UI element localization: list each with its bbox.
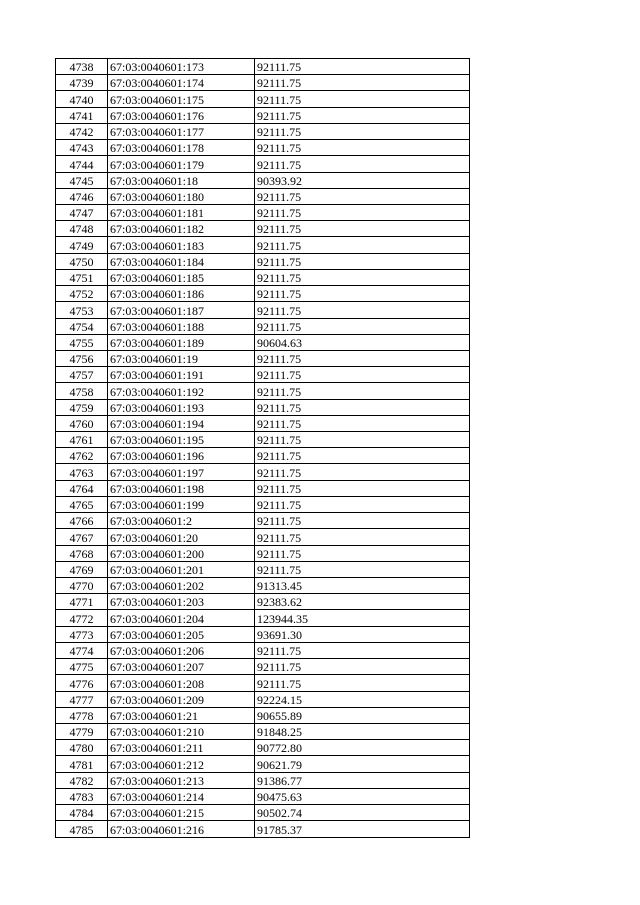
row-number-cell: 4738	[56, 59, 108, 75]
cadastral-value-cell: 92111.75	[255, 188, 470, 204]
cadastral-number-cell: 67:03:0040601:206	[108, 642, 255, 658]
table-body	[56, 59, 470, 838]
row-number-cell: 4749	[56, 237, 108, 253]
row-number-cell: 4762	[56, 448, 108, 464]
cadastral-number-cell: 67:03:0040601:2	[108, 513, 255, 529]
table-row	[56, 594, 470, 610]
table-row	[56, 496, 470, 512]
cadastral-value-cell: 92111.75	[255, 204, 470, 220]
row-number-cell: 4758	[56, 383, 108, 399]
table-row	[56, 59, 470, 75]
cadastral-number-cell: 67:03:0040601:216	[108, 821, 255, 837]
row-number-cell: 4767	[56, 529, 108, 545]
table-row	[56, 788, 470, 804]
cadastral-value-cell: 92111.75	[255, 399, 470, 415]
cadastral-value-cell: 90621.79	[255, 756, 470, 772]
cadastral-number-cell: 67:03:0040601:210	[108, 723, 255, 739]
cadastral-value-cell: 92111.75	[255, 432, 470, 448]
cadastral-number-cell: 67:03:0040601:200	[108, 545, 255, 561]
table-row	[56, 415, 470, 431]
cadastral-value-cell: 123944.35	[255, 610, 470, 626]
cadastral-value-cell: 92383.62	[255, 594, 470, 610]
cadastral-value-cell: 92111.75	[255, 156, 470, 172]
table-row	[56, 578, 470, 594]
cadastral-value-cell: 90393.92	[255, 172, 470, 188]
row-number-cell: 4741	[56, 107, 108, 123]
cadastral-number-cell: 67:03:0040601:205	[108, 626, 255, 642]
table-row	[56, 107, 470, 123]
cadastral-value-cell: 90475.63	[255, 788, 470, 804]
table-row	[56, 399, 470, 415]
cadastral-value-cell: 92111.75	[255, 253, 470, 269]
cadastral-number-cell: 67:03:0040601:195	[108, 432, 255, 448]
table-row	[56, 286, 470, 302]
row-number-cell: 4781	[56, 756, 108, 772]
row-number-cell: 4779	[56, 723, 108, 739]
table-row	[56, 545, 470, 561]
cadastral-number-cell: 67:03:0040601:215	[108, 805, 255, 821]
table-row	[56, 156, 470, 172]
cadastral-value-cell: 90604.63	[255, 334, 470, 350]
table-row	[56, 529, 470, 545]
table-row	[56, 707, 470, 723]
cadastral-value-table	[55, 58, 470, 838]
table-row	[56, 740, 470, 756]
cadastral-value-cell: 92111.75	[255, 496, 470, 512]
cadastral-number-cell: 67:03:0040601:174	[108, 75, 255, 91]
cadastral-number-cell: 67:03:0040601:181	[108, 204, 255, 220]
cadastral-number-cell: 67:03:0040601:180	[108, 188, 255, 204]
table-row	[56, 204, 470, 220]
cadastral-number-cell: 67:03:0040601:198	[108, 480, 255, 496]
table-row	[56, 123, 470, 139]
cadastral-number-cell: 67:03:0040601:188	[108, 318, 255, 334]
cadastral-number-cell: 67:03:0040601:208	[108, 675, 255, 691]
row-number-cell: 4755	[56, 334, 108, 350]
cadastral-value-cell: 92224.15	[255, 691, 470, 707]
row-number-cell: 4745	[56, 172, 108, 188]
cadastral-value-cell: 92111.75	[255, 642, 470, 658]
table-row	[56, 821, 470, 837]
table-row	[56, 464, 470, 480]
row-number-cell: 4739	[56, 75, 108, 91]
row-number-cell: 4750	[56, 253, 108, 269]
cadastral-number-cell: 67:03:0040601:18	[108, 172, 255, 188]
cadastral-value-cell: 91785.37	[255, 821, 470, 837]
row-number-cell: 4773	[56, 626, 108, 642]
cadastral-number-cell: 67:03:0040601:193	[108, 399, 255, 415]
row-number-cell: 4778	[56, 707, 108, 723]
cadastral-value-cell: 92111.75	[255, 383, 470, 399]
cadastral-number-cell: 67:03:0040601:203	[108, 594, 255, 610]
cadastral-number-cell: 67:03:0040601:194	[108, 415, 255, 431]
cadastral-value-cell: 92111.75	[255, 545, 470, 561]
cadastral-number-cell: 67:03:0040601:20	[108, 529, 255, 545]
row-number-cell: 4746	[56, 188, 108, 204]
table-row	[56, 772, 470, 788]
cadastral-number-cell: 67:03:0040601:185	[108, 269, 255, 285]
table-row	[56, 188, 470, 204]
row-number-cell: 4754	[56, 318, 108, 334]
row-number-cell: 4769	[56, 561, 108, 577]
row-number-cell: 4753	[56, 302, 108, 318]
cadastral-value-cell: 91848.25	[255, 723, 470, 739]
cadastral-value-cell: 92111.75	[255, 75, 470, 91]
cadastral-value-cell: 92111.75	[255, 513, 470, 529]
cadastral-value-cell: 92111.75	[255, 269, 470, 285]
cadastral-number-cell: 67:03:0040601:184	[108, 253, 255, 269]
table-row	[56, 805, 470, 821]
table-row	[56, 221, 470, 237]
cadastral-value-cell: 92111.75	[255, 675, 470, 691]
cadastral-number-cell: 67:03:0040601:212	[108, 756, 255, 772]
row-number-cell: 4774	[56, 642, 108, 658]
cadastral-value-cell: 90772.80	[255, 740, 470, 756]
cadastral-number-cell: 67:03:0040601:179	[108, 156, 255, 172]
row-number-cell: 4785	[56, 821, 108, 837]
table-row	[56, 448, 470, 464]
table-row	[56, 318, 470, 334]
table-row	[56, 561, 470, 577]
cadastral-number-cell: 67:03:0040601:173	[108, 59, 255, 75]
row-number-cell: 4740	[56, 91, 108, 107]
cadastral-number-cell: 67:03:0040601:214	[108, 788, 255, 804]
cadastral-number-cell: 67:03:0040601:178	[108, 140, 255, 156]
cadastral-value-cell: 90502.74	[255, 805, 470, 821]
cadastral-number-cell: 67:03:0040601:187	[108, 302, 255, 318]
table-row	[56, 334, 470, 350]
table-row	[56, 642, 470, 658]
row-number-cell: 4768	[56, 545, 108, 561]
table-row	[56, 302, 470, 318]
table-row	[56, 140, 470, 156]
cadastral-value-cell: 92111.75	[255, 659, 470, 675]
row-number-cell: 4748	[56, 221, 108, 237]
table-row	[56, 383, 470, 399]
row-number-cell: 4772	[56, 610, 108, 626]
cadastral-value-cell: 92111.75	[255, 529, 470, 545]
row-number-cell: 4751	[56, 269, 108, 285]
cadastral-number-cell: 67:03:0040601:211	[108, 740, 255, 756]
row-number-cell: 4783	[56, 788, 108, 804]
table-row	[56, 480, 470, 496]
cadastral-number-cell: 67:03:0040601:201	[108, 561, 255, 577]
cadastral-value-cell: 92111.75	[255, 140, 470, 156]
cadastral-number-cell: 67:03:0040601:197	[108, 464, 255, 480]
cadastral-value-cell: 92111.75	[255, 302, 470, 318]
cadastral-value-cell: 92111.75	[255, 59, 470, 75]
cadastral-number-cell: 67:03:0040601:199	[108, 496, 255, 512]
row-number-cell: 4766	[56, 513, 108, 529]
table-row	[56, 610, 470, 626]
row-number-cell: 4756	[56, 350, 108, 366]
row-number-cell: 4770	[56, 578, 108, 594]
cadastral-value-cell: 92111.75	[255, 480, 470, 496]
cadastral-value-cell: 92111.75	[255, 221, 470, 237]
cadastral-number-cell: 67:03:0040601:177	[108, 123, 255, 139]
cadastral-value-cell: 90655.89	[255, 707, 470, 723]
cadastral-number-cell: 67:03:0040601:202	[108, 578, 255, 594]
cadastral-value-cell: 91386.77	[255, 772, 470, 788]
cadastral-value-cell: 91313.45	[255, 578, 470, 594]
cadastral-value-cell: 92111.75	[255, 561, 470, 577]
row-number-cell: 4764	[56, 480, 108, 496]
row-number-cell: 4760	[56, 415, 108, 431]
table-row	[56, 626, 470, 642]
row-number-cell: 4765	[56, 496, 108, 512]
cadastral-number-cell: 67:03:0040601:175	[108, 91, 255, 107]
cadastral-number-cell: 67:03:0040601:192	[108, 383, 255, 399]
cadastral-value-cell: 92111.75	[255, 350, 470, 366]
table-row	[56, 172, 470, 188]
table-row	[56, 432, 470, 448]
row-number-cell: 4775	[56, 659, 108, 675]
row-number-cell: 4784	[56, 805, 108, 821]
row-number-cell: 4771	[56, 594, 108, 610]
row-number-cell: 4747	[56, 204, 108, 220]
cadastral-value-cell: 92111.75	[255, 415, 470, 431]
table-row	[56, 659, 470, 675]
cadastral-value-cell: 92111.75	[255, 367, 470, 383]
cadastral-number-cell: 67:03:0040601:186	[108, 286, 255, 302]
cadastral-value-cell: 92111.75	[255, 464, 470, 480]
row-number-cell: 4759	[56, 399, 108, 415]
cadastral-number-cell: 67:03:0040601:183	[108, 237, 255, 253]
cadastral-value-cell: 92111.75	[255, 237, 470, 253]
row-number-cell: 4743	[56, 140, 108, 156]
row-number-cell: 4776	[56, 675, 108, 691]
cadastral-number-cell: 67:03:0040601:19	[108, 350, 255, 366]
row-number-cell: 4780	[56, 740, 108, 756]
row-number-cell: 4763	[56, 464, 108, 480]
table-row	[56, 350, 470, 366]
cadastral-value-cell: 92111.75	[255, 286, 470, 302]
cadastral-value-cell: 92111.75	[255, 123, 470, 139]
row-number-cell: 4752	[56, 286, 108, 302]
cadastral-value-cell: 93691.30	[255, 626, 470, 642]
cadastral-number-cell: 67:03:0040601:176	[108, 107, 255, 123]
cadastral-number-cell: 67:03:0040601:189	[108, 334, 255, 350]
table-row	[56, 691, 470, 707]
table-row	[56, 675, 470, 691]
cadastral-number-cell: 67:03:0040601:209	[108, 691, 255, 707]
cadastral-number-cell: 67:03:0040601:207	[108, 659, 255, 675]
table-row	[56, 756, 470, 772]
cadastral-number-cell: 67:03:0040601:21	[108, 707, 255, 723]
table-row	[56, 723, 470, 739]
cadastral-value-cell: 92111.75	[255, 107, 470, 123]
cadastral-number-cell: 67:03:0040601:204	[108, 610, 255, 626]
row-number-cell: 4761	[56, 432, 108, 448]
table-row	[56, 269, 470, 285]
table-row	[56, 513, 470, 529]
row-number-cell: 4742	[56, 123, 108, 139]
cadastral-number-cell: 67:03:0040601:191	[108, 367, 255, 383]
cadastral-number-cell: 67:03:0040601:196	[108, 448, 255, 464]
cadastral-number-cell: 67:03:0040601:182	[108, 221, 255, 237]
table-row	[56, 237, 470, 253]
row-number-cell: 4777	[56, 691, 108, 707]
table-row	[56, 367, 470, 383]
row-number-cell: 4757	[56, 367, 108, 383]
cadastral-value-cell: 92111.75	[255, 91, 470, 107]
table-row	[56, 91, 470, 107]
table-row	[56, 253, 470, 269]
row-number-cell: 4782	[56, 772, 108, 788]
cadastral-number-cell: 67:03:0040601:213	[108, 772, 255, 788]
row-number-cell: 4744	[56, 156, 108, 172]
cadastral-value-cell: 92111.75	[255, 318, 470, 334]
cadastral-value-cell: 92111.75	[255, 448, 470, 464]
table-row	[56, 75, 470, 91]
